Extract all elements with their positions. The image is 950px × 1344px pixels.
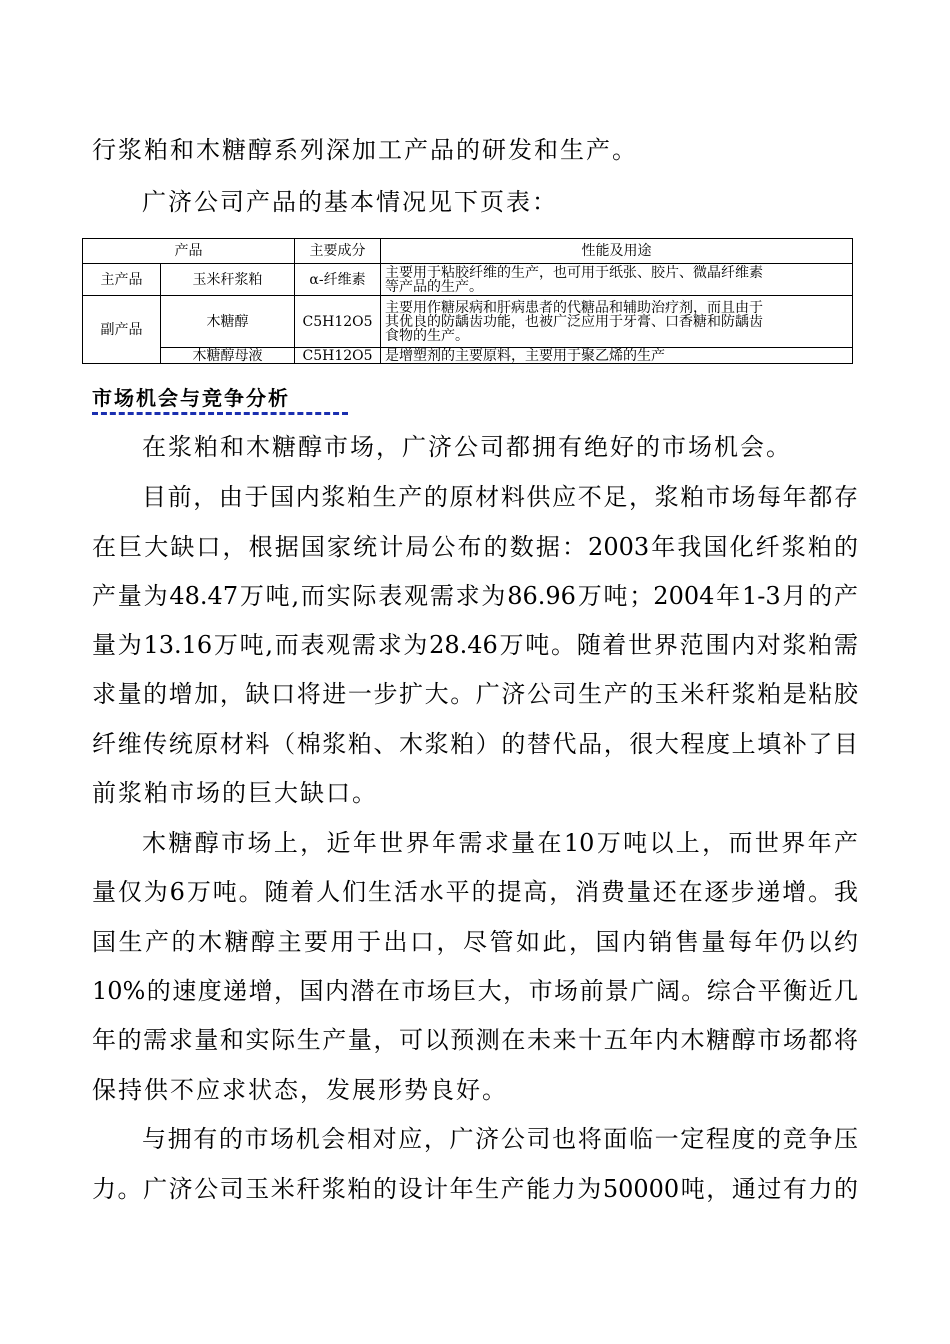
use-line: 食物的生产。: [385, 327, 469, 344]
use-line: 其优良的防龋齿功能，也被广泛应用于牙膏、口香糖和防龋齿: [385, 313, 763, 330]
paragraph-2-line: 求量的增加，缺口将进一步扩大。广济公司生产的玉米秆浆粕是粘胶: [92, 680, 858, 708]
use-cell: [381, 264, 853, 296]
header-product: 产品: [83, 239, 295, 264]
intro-line-1: 行浆粕和木糖醇系列深加工产品的研发和生产。: [92, 136, 638, 164]
component: α-纤维素: [295, 264, 381, 296]
table-row: [83, 348, 853, 364]
product-name: 木糖醇母液: [161, 348, 295, 364]
use-line: 主要用于粘胶纤维的生产，也可用于纸张、胶片、微晶纤维素: [385, 264, 763, 281]
paragraph-3-line: 10%的速度递增，国内潜在市场巨大，市场前景广阔。综合平衡近几: [92, 977, 858, 1005]
paragraph-2-line: 目前，由于国内浆粕生产的原材料供应不足，浆粕市场每年都存: [142, 483, 858, 511]
use-line: 主要用作糖尿病和肝病患者的代糖品和辅助治疗剂，而且由于: [385, 299, 763, 316]
use-cell: 是增塑剂的主要原料，主要用于聚乙烯的生产: [381, 348, 853, 364]
paragraph-3-line: 年的需求量和实际生产量，可以预测在未来十五年内木糖醇市场都将: [92, 1026, 858, 1054]
product-name: 玉米秆浆粕: [161, 264, 295, 296]
table-header-row: [83, 239, 853, 264]
component: C5H12O5: [295, 296, 381, 348]
intro-line-2: 广济公司产品的基本情况见下页表：: [142, 188, 558, 216]
paragraph-3-line: 木糖醇市场上，近年世界年需求量在10万吨以上，而世界年产: [142, 829, 858, 857]
use-cell: [381, 296, 853, 348]
paragraph-2-line: 在巨大缺口，根据国家统计局公布的数据：2003年我国化纤浆粕的: [92, 533, 858, 561]
group-main: 主产品: [83, 264, 161, 296]
header-component: 主要成分: [295, 239, 381, 264]
paragraph-3-line: 保持供不应求状态，发展形势良好。: [92, 1076, 508, 1104]
paragraph-3-line: 量仅为6万吨。随着人们生活水平的提高，消费量还在逐步递增。我: [92, 878, 858, 906]
paragraph-2-line: 前浆粕市场的巨大缺口。: [92, 779, 378, 807]
paragraph-2-line: 产量为48.47万吨,而实际表观需求为86.96万吨；2004年1-3月的产: [92, 582, 858, 610]
paragraph-1: 在浆粕和木糖醇市场，广济公司都拥有绝好的市场机会。: [142, 433, 792, 461]
product-table: [82, 238, 853, 364]
heading-underline: [92, 412, 348, 415]
paragraph-4-line: 与拥有的市场机会相对应，广济公司也将面临一定程度的竞争压: [142, 1125, 858, 1153]
use-line: 等产品的生产。: [385, 278, 483, 295]
paragraph-4-line: 力。广济公司玉米秆浆粕的设计年生产能力为50000吨，通过有力的: [92, 1175, 858, 1203]
paragraph-2-line: 纤维传统原材料（棉浆粕、木浆粕）的替代品，很大程度上填补了目: [92, 730, 858, 758]
paragraph-2-line: 量为13.16万吨,而表观需求为28.46万吨。随着世界范围内对浆粕需: [92, 631, 858, 659]
group-by: 副产品: [83, 296, 161, 364]
product-name: 木糖醇: [161, 296, 295, 348]
section-heading: 市场机会与竞争分析: [92, 386, 290, 410]
table-row: [83, 264, 853, 296]
header-use: 性能及用途: [381, 239, 853, 264]
table-row: [83, 296, 853, 348]
component: C5H12O5: [295, 348, 381, 364]
paragraph-3-line: 国生产的木糖醇主要用于出口，尽管如此，国内销售量每年仍以约: [92, 928, 858, 956]
